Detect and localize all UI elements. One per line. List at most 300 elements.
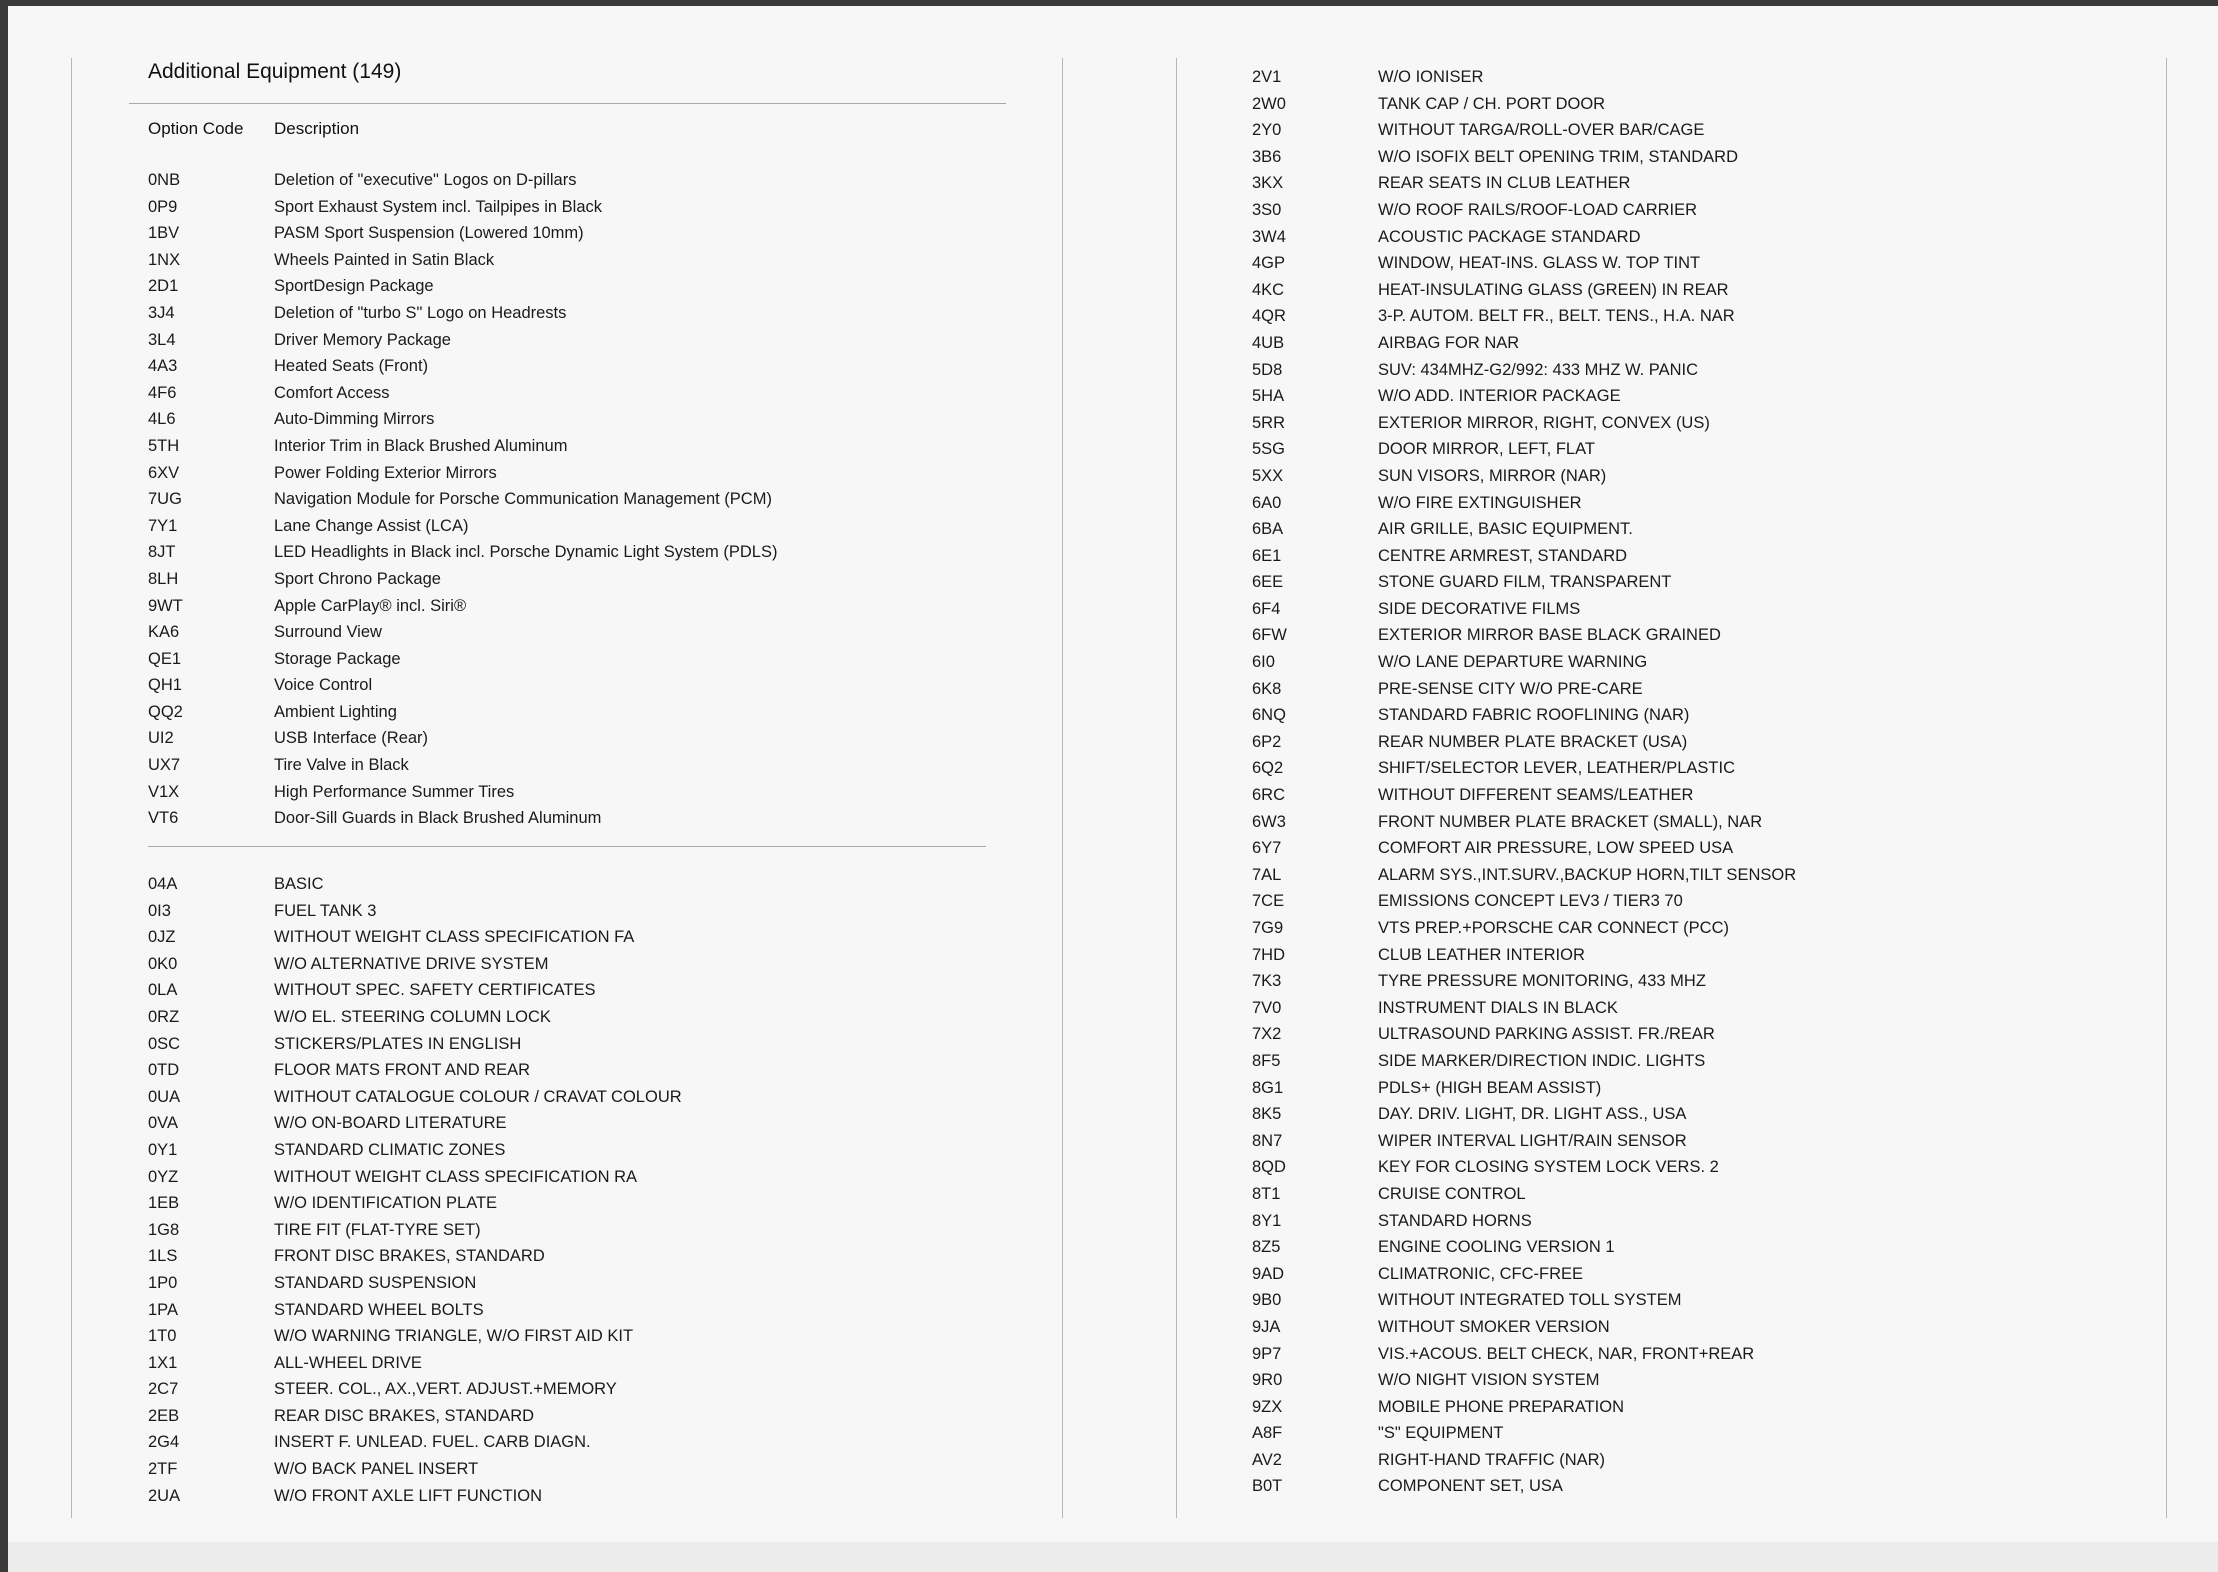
list-item [148,1350,1008,1377]
list-item [1252,888,2152,915]
option-description: TANK CAP / CH. PORT DOOR [1378,94,1606,113]
list-item [148,1190,1008,1217]
options-list [148,167,1008,832]
option-code: 5XX [1252,466,1284,485]
list-item [148,1456,1008,1483]
option-code: 4KC [1252,280,1285,299]
option-description: EXTERIOR MIRROR BASE BLACK GRAINED [1378,626,1721,645]
option-code: 2D1 [148,277,179,296]
option-code: 4QR [1252,307,1286,326]
option-description: W/O ALTERNATIVE DRIVE SYSTEM [274,954,549,973]
list-item [1252,516,2152,543]
center-left-divider [1062,58,1063,1518]
option-code: 1X1 [148,1353,178,1372]
option-code: 6I0 [1252,653,1275,672]
option-code: 5RR [1252,413,1286,432]
option-code: 7Y1 [148,516,178,535]
option-description: STANDARD CLIMATIC ZONES [274,1140,506,1159]
option-description: WITHOUT SMOKER VERSION [1378,1317,1610,1336]
standard-equipment-list-right [1252,64,2152,1500]
list-item [1252,436,2152,463]
list-item [1252,1181,2152,1208]
list-item [1252,1128,2152,1155]
page-bottom-shade [8,1542,2218,1572]
list-item [148,725,1008,752]
option-code: 2TF [148,1460,178,1479]
list-item [1252,1208,2152,1235]
option-code: 3W4 [1252,227,1286,246]
description-header: Description [274,119,360,138]
option-code: 1PA [148,1300,178,1319]
option-description: USB Interface (Rear) [274,729,429,748]
option-description: Ambient Lighting [274,702,397,721]
option-code: 7HD [1252,945,1286,964]
option-code: 6FW [1252,626,1287,645]
option-description: INSTRUMENT DIALS IN BLACK [1378,998,1618,1017]
option-description: AIR GRILLE, BASIC EQUIPMENT. [1378,520,1633,539]
option-description: RIGHT-HAND TRAFFIC (NAR) [1378,1450,1606,1469]
option-code: 7K3 [1252,972,1282,991]
list-item [148,699,1008,726]
option-code: 7AL [1252,865,1282,884]
option-description: LED Headlights in Black incl. Porsche Dynamic Light System (PDLS) [274,543,778,562]
option-description: SHIFT/SELECTOR LEVER, LEATHER/PLASTIC [1378,759,1735,778]
list-item [1252,676,2152,703]
option-code: 2UA [148,1486,181,1505]
list-item [1252,1075,2152,1102]
list-item [1252,250,2152,277]
list-item [148,871,1008,898]
list-item [148,433,1008,460]
list-item [148,593,1008,620]
list-item [1252,197,2152,224]
list-item [1252,835,2152,862]
option-description: Heated Seats (Front) [274,357,429,376]
list-item [148,247,1008,274]
option-code: 3S0 [1252,200,1282,219]
section-divider [148,846,986,847]
option-description: ACOUSTIC PACKAGE STANDARD [1378,227,1641,246]
option-description: INSERT F. UNLEAD. FUEL. CARB DIAGN. [274,1433,591,1452]
option-description: PDLS+ (HIGH BEAM ASSIST) [1378,1078,1602,1097]
option-code: 7CE [1252,892,1285,911]
list-item [148,1057,1008,1084]
option-code: 6BA [1252,520,1284,539]
option-description: FUEL TANK 3 [274,901,377,920]
option-description: W/O FRONT AXLE LIFT FUNCTION [274,1486,542,1505]
option-code: 4L6 [148,410,176,429]
option-description: W/O LANE DEPARTURE WARNING [1378,653,1648,672]
option-description: Door-Sill Guards in Black Brushed Aluminum [274,809,602,828]
option-code: 8G1 [1252,1078,1284,1097]
list-item [1252,1048,2152,1075]
list-item [148,1137,1008,1164]
option-description: VTS PREP.+PORSCHE CAR CONNECT (PCC) [1378,919,1729,937]
option-description: COMFORT AIR PRESSURE, LOW SPEED USA [1378,839,1734,858]
option-description: PRE-SENSE CITY W/O PRE-CARE [1378,679,1643,698]
list-item [148,353,1008,380]
option-description: ALL-WHEEL DRIVE [274,1353,422,1372]
list-item [1252,915,2152,942]
option-description: W/O EL. STEERING COLUMN LOCK [274,1007,551,1026]
option-description: SIDE MARKER/DIRECTION INDIC. LIGHTS [1378,1051,1706,1070]
option-code: 3J4 [148,303,175,322]
option-code: 7V0 [1252,998,1282,1017]
option-description: VIS.+ACOUS. BELT CHECK, NAR, FRONT+REAR [1378,1344,1755,1363]
list-item [1252,1021,2152,1048]
page [8,6,2218,1572]
option-description: "S" EQUIPMENT [1378,1424,1504,1443]
list-item [1252,1287,2152,1314]
option-description: WITHOUT SPEC. SAFETY CERTIFICATES [274,981,596,1000]
list-item [1252,1341,2152,1368]
option-description: W/O WARNING TRIANGLE, W/O FIRST AID KIT [274,1327,634,1346]
option-description: STONE GUARD FILM, TRANSPARENT [1378,573,1672,592]
list-item [1252,117,2152,144]
list-item [148,1004,1008,1031]
right-margin-line [2166,58,2167,1518]
option-description: Storage Package [274,649,401,668]
option-code: 2Y0 [1252,121,1282,140]
option-code: 0TD [148,1061,180,1080]
option-description: WINDOW, HEAT-INS. GLASS W. TOP TINT [1378,254,1701,273]
list-item [148,779,1008,806]
page-title: Additional Equipment (149) [148,60,402,83]
option-description: Apple CarPlay® incl. Siri® [274,596,467,615]
option-code: 8F5 [1252,1051,1281,1070]
list-item [1252,543,2152,570]
list-item [148,300,1008,327]
option-code: 6K8 [1252,679,1282,698]
option-description: Comfort Access [274,383,390,402]
option-description: ENGINE COOLING VERSION 1 [1378,1238,1615,1257]
option-description: Sport Chrono Package [274,569,441,588]
list-item [148,1429,1008,1456]
option-description: Auto-Dimming Mirrors [274,410,435,429]
option-description: BASIC [274,875,324,893]
option-code: 9P7 [1252,1344,1282,1363]
title-divider [129,103,1006,104]
option-code: 6A0 [1252,493,1282,512]
option-code: 8K5 [1252,1105,1282,1124]
option-code: 1EB [148,1194,180,1213]
option-code: 0UA [148,1087,181,1106]
option-code: 2C7 [148,1380,179,1399]
option-code: 0RZ [148,1007,180,1026]
option-code: 0YZ [148,1167,179,1186]
option-description: CENTRE ARMREST, STANDARD [1378,546,1628,565]
option-code: 4UB [1252,333,1285,352]
option-code: V1X [148,782,180,801]
list-item [148,672,1008,699]
list-item [148,539,1008,566]
option-description: ULTRASOUND PARKING ASSIST. FR./REAR [1378,1025,1715,1044]
list-item [148,380,1008,407]
option-code: 6W3 [1252,812,1286,831]
option-description: TYRE PRESSURE MONITORING, 433 MHZ [1378,972,1706,991]
list-item [1252,1394,2152,1421]
list-item [1252,1420,2152,1447]
option-description: FRONT DISC BRAKES, STANDARD [274,1247,545,1266]
option-description: CLUB LEATHER INTERIOR [1378,945,1585,964]
option-description: Navigation Module for Porsche Communication Management (PCM) [274,490,772,509]
list-item [148,513,1008,540]
list-item [148,619,1008,646]
option-code: 9AD [1252,1264,1285,1283]
option-description: ALARM SYS.,INT.SURV.,BACKUP HORN,TILT SENSOR [1378,865,1797,884]
option-code: 9R0 [1252,1371,1283,1390]
option-code: 0LA [148,981,178,1000]
option-code: 9ZX [1252,1397,1283,1416]
option-description: STANDARD WHEEL BOLTS [274,1300,484,1319]
option-code: QE1 [148,649,182,668]
option-description: SportDesign Package [274,277,434,296]
option-description: STANDARD FABRIC ROOFLINING (NAR) [1378,706,1690,725]
list-item [1252,622,2152,649]
option-description: HEAT-INSULATING GLASS (GREEN) IN REAR [1378,280,1729,299]
option-description: EMISSIONS CONCEPT LEV3 / TIER3 70 [1378,892,1683,911]
option-description: 3-P. AUTOM. BELT FR., BELT. TENS., H.A. NAR [1378,307,1735,326]
option-code: 2W0 [1252,94,1286,113]
option-description: MOBILE PHONE PREPARATION [1378,1397,1625,1416]
list-item [1252,1367,2152,1394]
option-code: 1T0 [148,1327,177,1346]
option-description: Deletion of "turbo S" Logo on Headrests [274,303,567,322]
option-code: 1BV [148,224,180,243]
option-description: Driver Memory Package [274,330,451,349]
option-code: 8JT [148,543,176,562]
option-code: 6Q2 [1252,759,1284,778]
list-item [1252,1101,2152,1128]
option-code: 0K0 [148,954,178,973]
option-description: Power Folding Exterior Mirrors [274,463,497,482]
list-item [1252,64,2152,91]
option-description: AIRBAG FOR NAR [1378,333,1520,352]
list-item [1252,942,2152,969]
option-description: W/O ON-BOARD LITERATURE [274,1114,507,1133]
option-code: 1G8 [148,1220,180,1239]
center-right-divider [1176,58,1177,1518]
option-description: KEY FOR CLOSING SYSTEM LOCK VERS. 2 [1378,1158,1719,1177]
list-item [148,273,1008,300]
option-description: WITHOUT WEIGHT CLASS SPECIFICATION FA [274,928,635,947]
option-code: 6EE [1252,573,1284,592]
list-item [1252,782,2152,809]
option-code: UI2 [148,729,174,748]
list-item [148,1164,1008,1191]
option-code: 3L4 [148,330,176,349]
option-code: 0NB [148,171,181,189]
option-code: 6F4 [1252,599,1281,618]
list-item [1252,463,2152,490]
list-item [1252,1473,2152,1500]
list-item [1252,596,2152,623]
option-code: 4F6 [148,383,177,402]
option-code: 0Y1 [148,1140,178,1159]
list-item [1252,144,2152,171]
list-item [1252,995,2152,1022]
option-description: STEER. COL., AX.,VERT. ADJUST.+MEMORY [274,1380,617,1399]
option-code: 8LH [148,569,179,588]
list-item [1252,170,2152,197]
option-description: WITHOUT DIFFERENT SEAMS/LEATHER [1378,786,1694,805]
option-code: 5TH [148,436,180,455]
option-code: 6RC [1252,786,1286,805]
option-code: 0I3 [148,901,171,920]
list-item [148,1031,1008,1058]
option-description: Interior Trim in Black Brushed Aluminum [274,436,568,455]
option-code: 1P0 [148,1273,178,1292]
option-description: Wheels Painted in Satin Black [274,250,495,269]
option-description: W/O IDENTIFICATION PLATE [274,1194,498,1213]
option-description: W/O NIGHT VISION SYSTEM [1378,1371,1600,1390]
option-code: 4GP [1252,254,1286,273]
option-code: 3KX [1252,174,1284,193]
list-item [148,460,1008,487]
list-item [148,1483,1008,1510]
list-item [1252,702,2152,729]
option-description: SUV: 434MHZ-G2/992: 433 MHZ W. PANIC [1378,360,1699,379]
left-margin-line [71,58,72,1518]
option-description: SUN VISORS, MIRROR (NAR) [1378,466,1607,485]
option-code: A8F [1252,1424,1283,1443]
list-item [148,194,1008,221]
option-description: Lane Change Assist (LCA) [274,516,469,535]
option-code: 9WT [148,596,183,615]
option-description: WITHOUT TARGA/ROLL-OVER BAR/CAGE [1378,121,1705,140]
option-description: W/O FIRE EXTINGUISHER [1378,493,1582,512]
list-item [1252,729,2152,756]
option-code: 2EB [148,1406,180,1425]
option-code: 0SC [148,1034,181,1053]
standard-equipment-list-left [148,871,1008,1509]
option-code: VT6 [148,809,179,828]
list-item [148,566,1008,593]
option-code: 9JA [1252,1317,1281,1336]
list-item [148,752,1008,779]
option-code: 6NQ [1252,706,1286,725]
list-item [148,924,1008,951]
list-item [1252,330,2152,357]
list-item [1252,755,2152,782]
list-item [1252,410,2152,437]
option-description: Surround View [274,623,382,642]
option-description: REAR SEATS IN CLUB LEATHER [1378,174,1631,193]
option-code: 6P2 [1252,732,1282,751]
option-description: WITHOUT CATALOGUE COLOUR / CRAVAT COLOUR [274,1087,682,1106]
option-code: 8N7 [1252,1131,1283,1150]
list-item [148,1403,1008,1430]
list-item [148,1376,1008,1403]
option-code: 1NX [148,250,181,269]
option-code: 8T1 [1252,1184,1281,1203]
option-code: 0VA [148,1114,178,1133]
option-description: CRUISE CONTROL [1378,1184,1526,1203]
list-item [1252,1234,2152,1261]
option-description: WITHOUT INTEGRATED TOLL SYSTEM [1378,1291,1682,1310]
option-description: Deletion of "executive" Logos on D-pillars [274,171,577,189]
option-description: STANDARD HORNS [1378,1211,1532,1230]
list-item [148,220,1008,247]
list-item [1252,862,2152,889]
option-description: PASM Sport Suspension (Lowered 10mm) [274,224,584,243]
option-description: TIRE FIT (FLAT-TYRE SET) [274,1220,481,1239]
option-description: W/O ISOFIX BELT OPENING TRIM, STANDARD [1378,147,1738,166]
option-code: 6E1 [1252,546,1282,565]
option-description: Tire Valve in Black [274,756,409,775]
option-code: 04A [148,875,178,893]
list-item [148,1217,1008,1244]
list-item [1252,277,2152,304]
list-item [1252,1447,2152,1474]
option-code: QQ2 [148,702,183,721]
option-code: 2G4 [148,1433,180,1452]
list-item [148,805,1008,832]
list-item [148,1323,1008,1350]
list-item [148,1270,1008,1297]
option-code: 6XV [148,463,180,482]
list-item [148,898,1008,925]
list-item [148,977,1008,1004]
list-item [1252,569,2152,596]
option-description: High Performance Summer Tires [274,782,515,801]
option-description: W/O ROOF RAILS/ROOF-LOAD CARRIER [1378,200,1698,219]
option-code-header: Option Code [148,119,244,138]
option-code: 8QD [1252,1158,1286,1177]
list-item [148,951,1008,978]
option-code: B0T [1252,1477,1283,1496]
option-description: W/O ADD. INTERIOR PACKAGE [1378,387,1621,406]
option-code: 5HA [1252,387,1285,406]
option-code: 7X2 [1252,1025,1282,1044]
list-item [1252,968,2152,995]
option-description: STICKERS/PLATES IN ENGLISH [274,1034,522,1053]
list-item [148,1084,1008,1111]
option-description: REAR NUMBER PLATE BRACKET (USA) [1378,732,1688,751]
document-viewer [8,6,2218,1572]
option-code: 2V1 [1252,68,1282,86]
option-description: Voice Control [274,676,373,695]
option-description: W/O BACK PANEL INSERT [274,1460,479,1479]
list-item [148,327,1008,354]
list-item [1252,91,2152,118]
option-code: 5SG [1252,440,1286,459]
option-code: KA6 [148,623,180,642]
option-code: 8Z5 [1252,1238,1281,1257]
option-code: UX7 [148,756,181,775]
list-item [1252,1261,2152,1288]
list-item [148,486,1008,513]
option-description: EXTERIOR MIRROR, RIGHT, CONVEX (US) [1378,413,1710,432]
option-code: 8Y1 [1252,1211,1282,1230]
option-code: 0JZ [148,928,176,947]
list-item [1252,357,2152,384]
option-description: STANDARD SUSPENSION [274,1273,477,1292]
option-description: DAY. DRIV. LIGHT, DR. LIGHT ASS., USA [1378,1105,1687,1124]
list-item [148,1110,1008,1137]
option-code: 3B6 [1252,147,1282,166]
list-item [1252,1314,2152,1341]
option-code: 6Y7 [1252,839,1282,858]
option-code: 7G9 [1252,919,1284,937]
list-item [148,406,1008,433]
option-code: AV2 [1252,1450,1282,1469]
option-description: REAR DISC BRAKES, STANDARD [274,1406,535,1425]
list-item [1252,303,2152,330]
option-description: FLOOR MATS FRONT AND REAR [274,1061,531,1080]
option-description: CLIMATRONIC, CFC-FREE [1378,1264,1584,1283]
option-code: 5D8 [1252,360,1283,379]
